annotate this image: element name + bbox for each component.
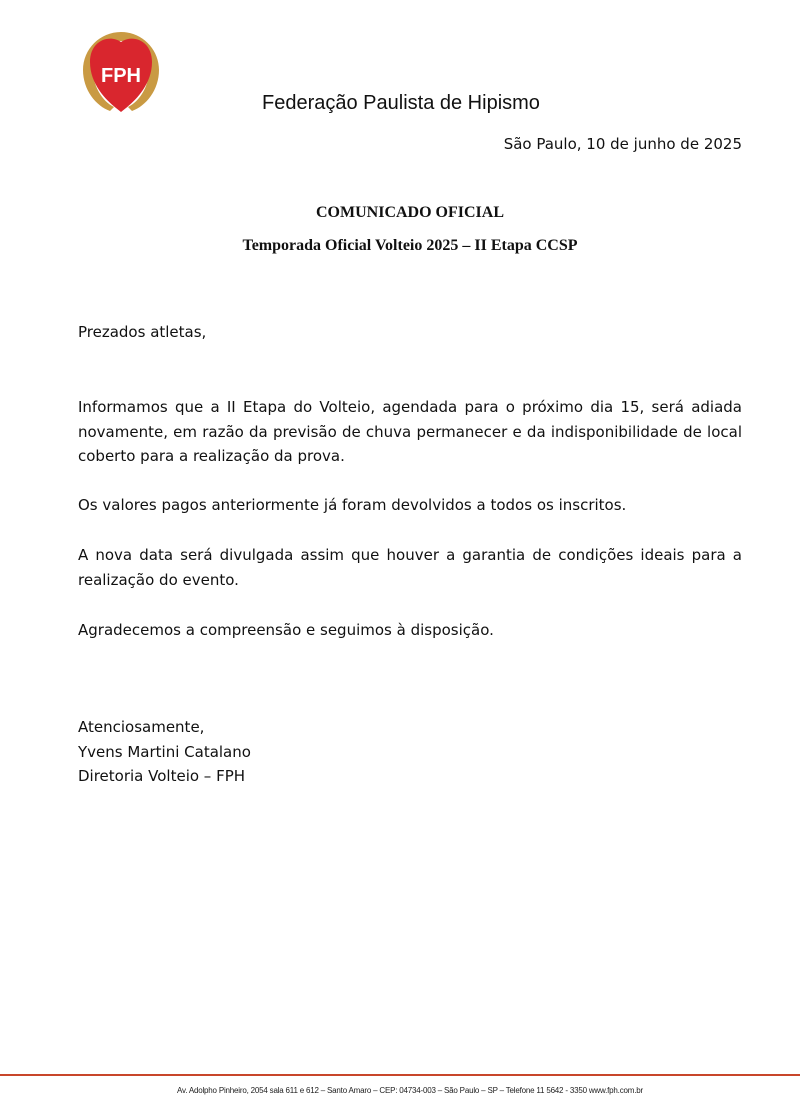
paragraph-new-date: A nova data será divulgada assim que houver a garantia de condições ideais para a realização do evento. <box>78 546 742 589</box>
signatory-role: Diretoria Volteio – FPH <box>78 767 246 785</box>
paragraph-refund: Os valores pagos anteriormente já foram devolvidos a todos os inscritos. <box>78 496 627 514</box>
horseshoe-logo-icon <box>80 28 162 112</box>
organization-name: Federação Paulista de Hipismo <box>262 92 540 114</box>
paragraph-postponement: Informamos que a II Etapa do Volteio, agendada para o próximo dia 15, será adiada novamente, em razão da previsão de chuva permanecer e da indisponibilidade de local coberto para a realização da prova. <box>78 398 742 465</box>
closing-salutation: Atenciosamente, <box>78 718 205 736</box>
date-location-line: São Paulo, 10 de junho de 2025 <box>503 135 742 153</box>
signatory-name: Yvens Martini Catalano <box>78 742 251 761</box>
footer-address: Av. Adolpho Pinheiro, 2054 sala 611 e 612 – Santo Amaro – CEP: 04734-003 – São Paulo – SP – Telefone 11 5642 - 3350 www.fph.com.br <box>177 1086 643 1095</box>
greeting: Prezados atletas, <box>78 323 207 341</box>
closing-block <box>78 715 742 789</box>
fph-logo <box>80 28 162 112</box>
document-title: COMUNICADO OFICIAL <box>316 204 504 221</box>
logo-text: FPH <box>101 65 141 87</box>
document-subtitle: Temporada Oficial Volteio 2025 – II Etapa CCSP <box>242 237 578 254</box>
footer-divider <box>0 1074 800 1076</box>
paragraph-thanks: Agradecemos a compreensão e seguimos à disposição. <box>78 621 494 639</box>
